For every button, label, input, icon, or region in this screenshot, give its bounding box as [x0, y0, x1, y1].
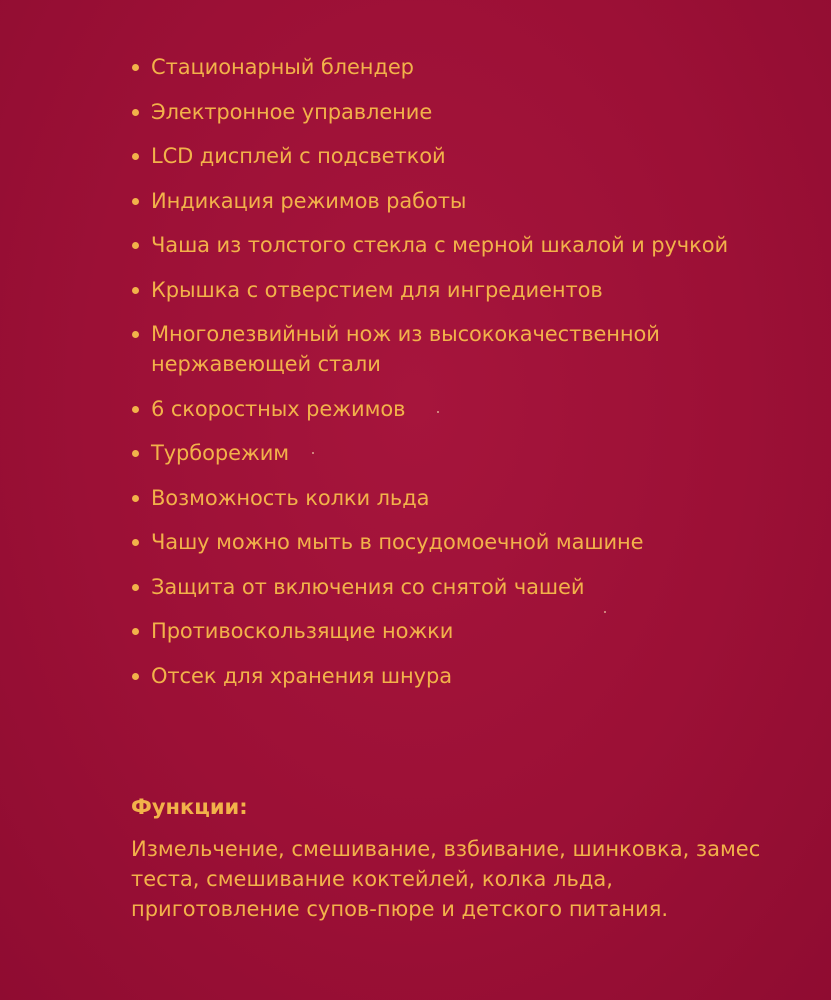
feature-item	[131, 394, 811, 424]
bullet-icon	[132, 287, 139, 294]
feature-item	[131, 616, 811, 646]
bullet-icon	[132, 331, 139, 338]
print-speck	[312, 452, 314, 454]
print-speck	[604, 611, 606, 613]
bullet-icon	[132, 64, 139, 71]
feature-item	[131, 319, 751, 379]
feature-item	[131, 97, 811, 127]
bullet-icon	[132, 242, 139, 249]
bullet-icon	[132, 628, 139, 635]
feature-item	[131, 230, 811, 260]
feature-item	[131, 527, 811, 557]
bullet-icon	[132, 584, 139, 591]
feature-text: 6 скоростных режимов	[151, 396, 406, 421]
feature-item	[131, 186, 811, 216]
feature-text: Индикация режимов работы	[151, 188, 467, 213]
functions-description: Измельчение, смешивание, взбивание, шинковка, замес теста, смешивание коктейлей, колка льда, приготовление супов-пюре и детского питания.	[131, 837, 761, 921]
feature-text: Защита от включения со снятой чашей	[151, 574, 585, 599]
bullet-icon	[132, 450, 139, 457]
bullet-icon	[132, 495, 139, 502]
print-speck	[437, 411, 439, 413]
features-list	[131, 52, 811, 705]
bullet-icon	[132, 406, 139, 413]
feature-text: Стационарный блендер	[151, 55, 414, 79]
feature-text: Турборежим	[151, 441, 290, 465]
feature-text: Чаша из толстого стекла с мерной шкалой и ручкой	[151, 233, 728, 257]
bullet-icon	[132, 539, 139, 546]
feature-text: LCD дисплей с подсветкой	[151, 144, 446, 168]
feature-item	[131, 438, 811, 468]
feature-item	[131, 661, 811, 691]
feature-text: Чашу можно мыть в посудомоечной машине	[151, 530, 644, 554]
feature-text: Электронное управление	[151, 99, 433, 124]
bullet-icon	[132, 198, 139, 205]
feature-item	[131, 52, 811, 82]
feature-text: Крышка с отверстием для ингредиентов	[151, 277, 603, 302]
feature-item	[131, 572, 811, 602]
feature-item	[131, 141, 811, 171]
feature-item	[131, 483, 811, 513]
feature-item	[131, 275, 811, 305]
bullet-icon	[132, 109, 139, 116]
feature-text: Отсек для хранения шнура	[151, 663, 452, 688]
functions-title: Функции:	[131, 795, 248, 819]
feature-text: Возможность колки льда	[151, 485, 430, 510]
bullet-icon	[132, 153, 139, 160]
feature-text: Многолезвийный нож из высококачественной нержавеющей стали	[151, 322, 660, 376]
bullet-icon	[132, 673, 139, 680]
functions-section	[131, 792, 791, 924]
feature-text: Противоскользящие ножки	[151, 619, 454, 643]
